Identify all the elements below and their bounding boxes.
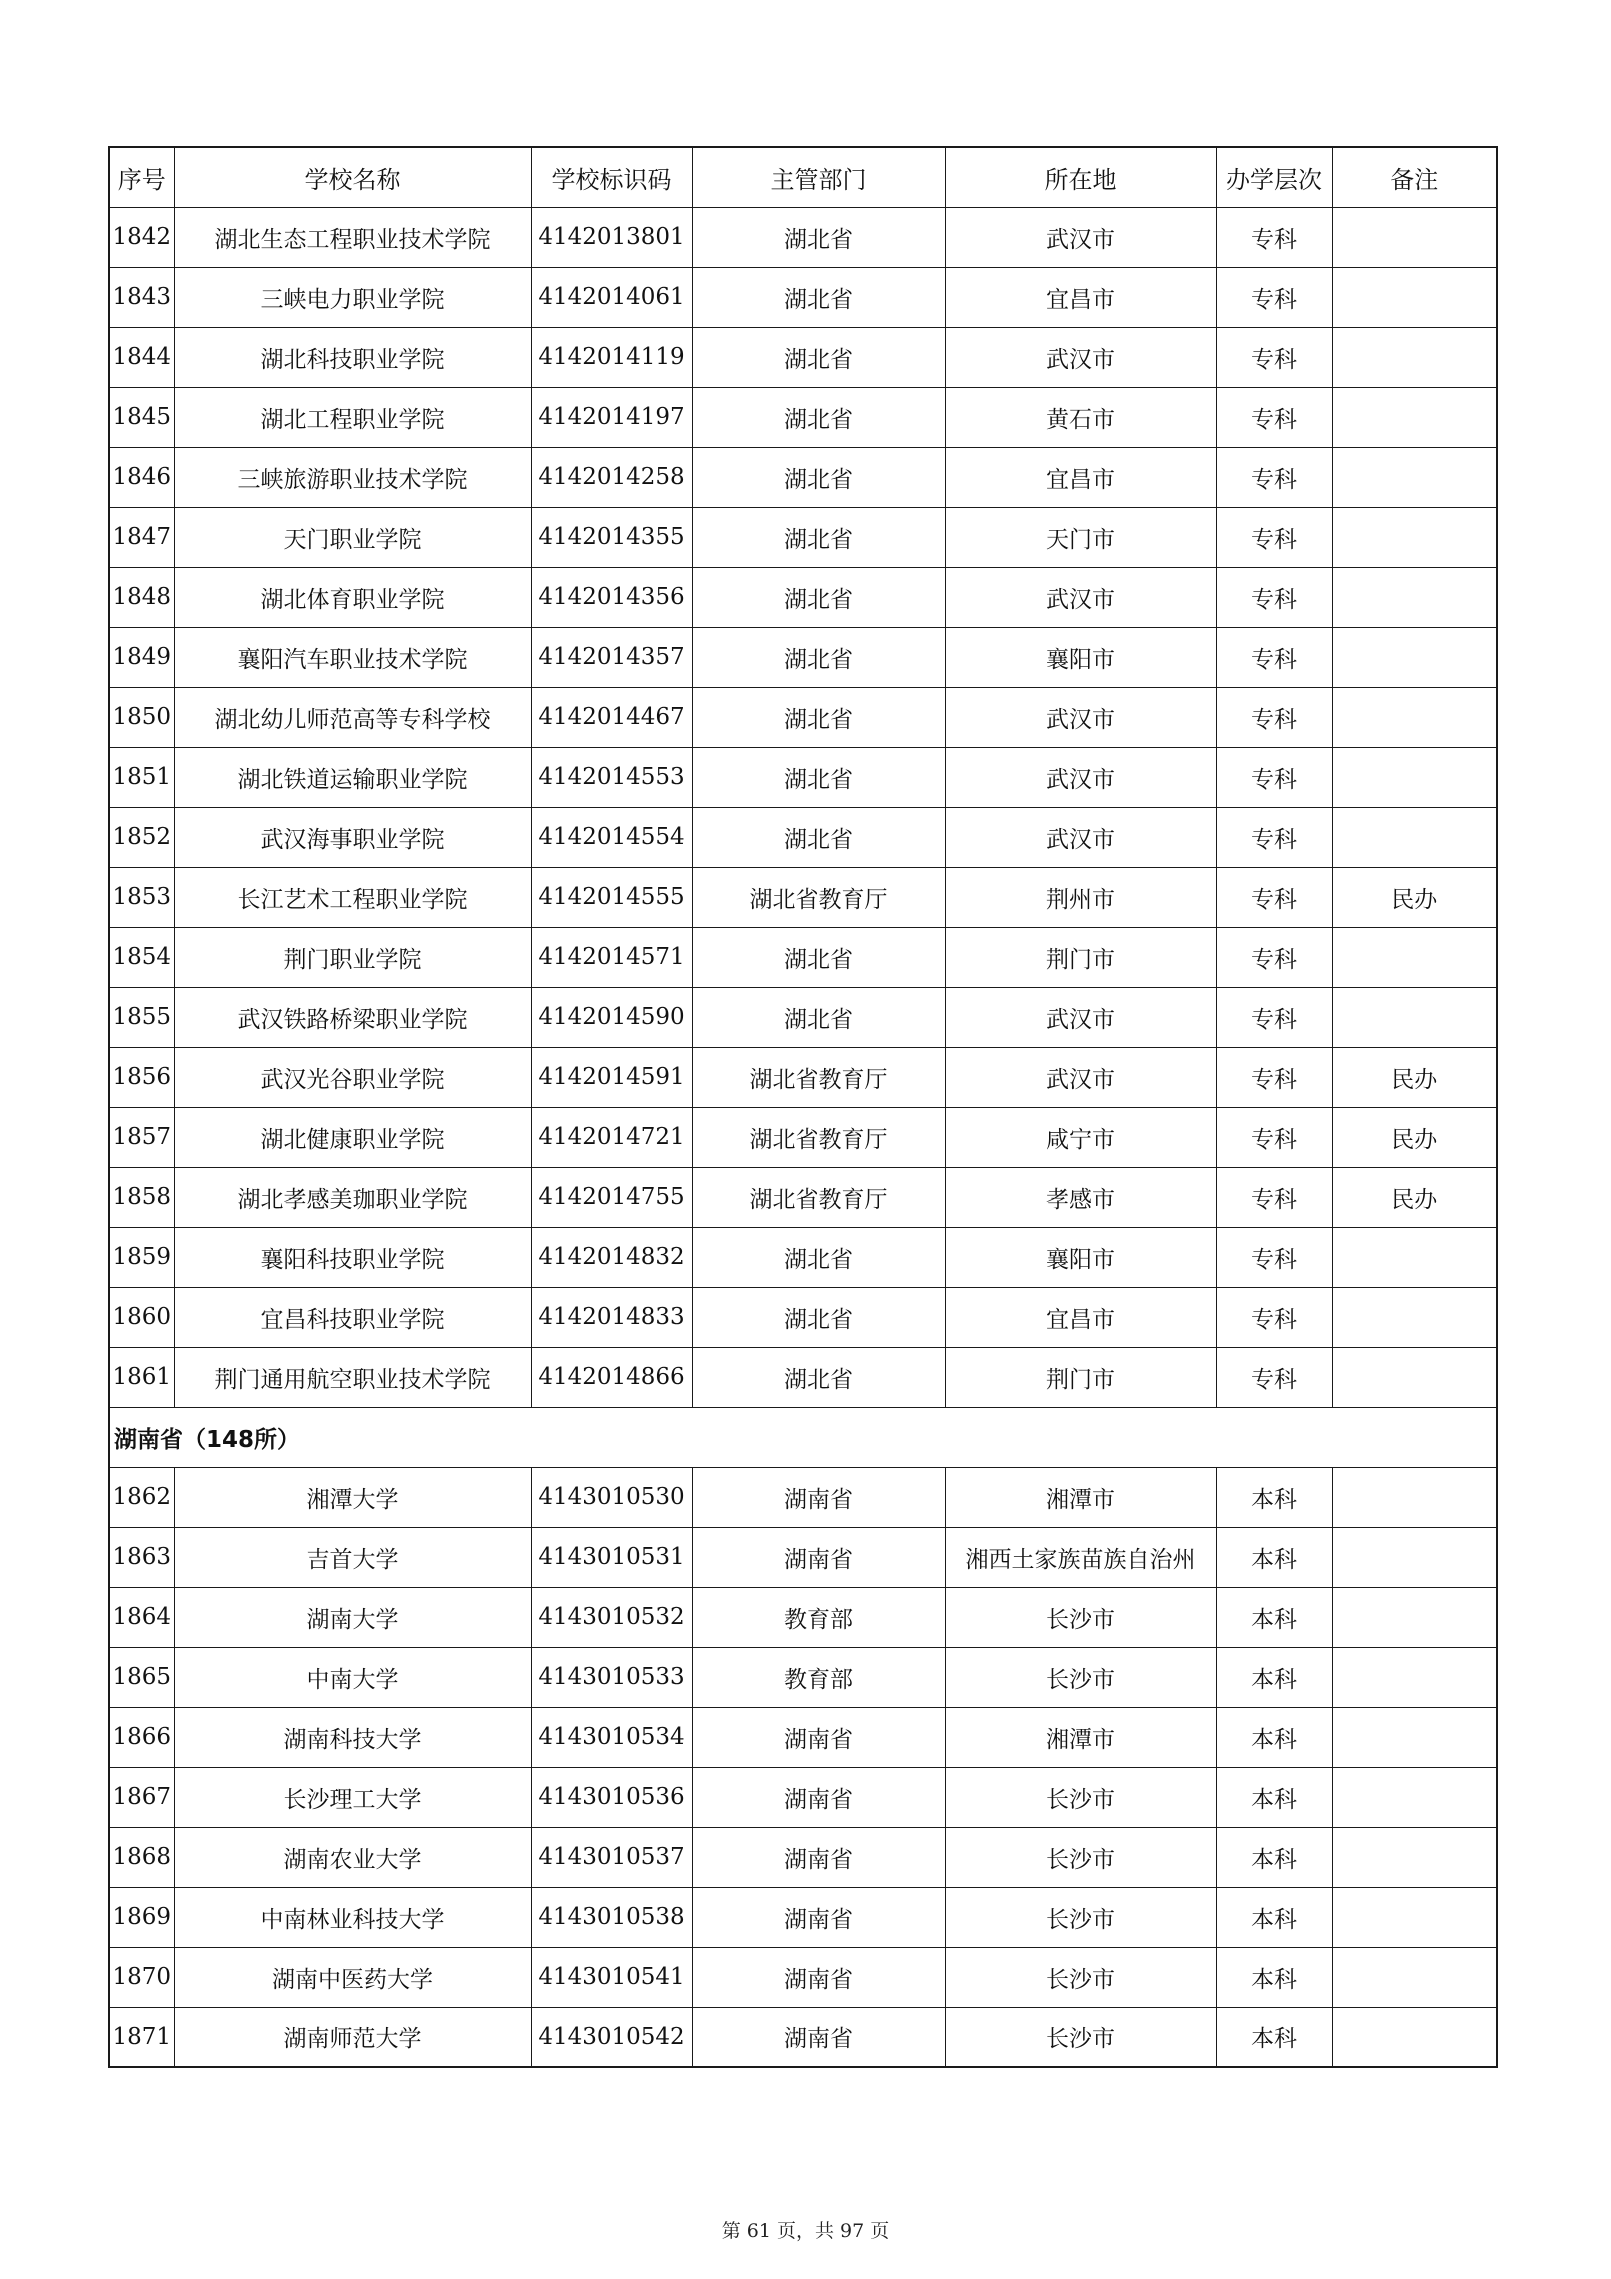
cell-school-name: 湖南大学 bbox=[174, 1587, 531, 1647]
cell-remarks bbox=[1332, 2007, 1497, 2067]
cell-seq: 1856 bbox=[109, 1047, 174, 1107]
cell-school-code: 4143010536 bbox=[531, 1767, 692, 1827]
cell-location: 咸宁市 bbox=[945, 1107, 1216, 1167]
cell-level: 专科 bbox=[1216, 627, 1332, 687]
cell-remarks bbox=[1332, 927, 1497, 987]
table-row bbox=[109, 1107, 1497, 1167]
cell-remarks bbox=[1332, 207, 1497, 267]
cell-department: 湖北省教育厅 bbox=[692, 1047, 945, 1107]
cell-location: 长沙市 bbox=[945, 1587, 1216, 1647]
header-remarks: 备注 bbox=[1332, 147, 1497, 207]
cell-school-name: 武汉海事职业学院 bbox=[174, 807, 531, 867]
cell-location: 襄阳市 bbox=[945, 1227, 1216, 1287]
table-row bbox=[109, 507, 1497, 567]
cell-level: 本科 bbox=[1216, 1587, 1332, 1647]
cell-remarks bbox=[1332, 1827, 1497, 1887]
cell-school-name: 湖北铁道运输职业学院 bbox=[174, 747, 531, 807]
cell-remarks bbox=[1332, 327, 1497, 387]
cell-school-code: 4142014591 bbox=[531, 1047, 692, 1107]
cell-department: 湖北省教育厅 bbox=[692, 867, 945, 927]
cell-level: 本科 bbox=[1216, 1527, 1332, 1587]
cell-seq: 1850 bbox=[109, 687, 174, 747]
cell-department: 湖北省 bbox=[692, 267, 945, 327]
cell-school-code: 4143010542 bbox=[531, 2007, 692, 2067]
cell-seq: 1843 bbox=[109, 267, 174, 327]
cell-seq: 1853 bbox=[109, 867, 174, 927]
group-row bbox=[109, 1407, 1497, 1467]
cell-level: 专科 bbox=[1216, 747, 1332, 807]
cell-location: 武汉市 bbox=[945, 987, 1216, 1047]
cell-school-code: 4142014356 bbox=[531, 567, 692, 627]
cell-department: 湖南省 bbox=[692, 1527, 945, 1587]
cell-seq: 1859 bbox=[109, 1227, 174, 1287]
table-row bbox=[109, 1047, 1497, 1107]
cell-seq: 1852 bbox=[109, 807, 174, 867]
cell-seq: 1864 bbox=[109, 1587, 174, 1647]
cell-seq: 1844 bbox=[109, 327, 174, 387]
cell-school-name: 中南大学 bbox=[174, 1647, 531, 1707]
cell-department: 湖南省 bbox=[692, 2007, 945, 2067]
cell-department: 湖北省 bbox=[692, 387, 945, 447]
cell-school-code: 4143010532 bbox=[531, 1587, 692, 1647]
table-row bbox=[109, 1767, 1497, 1827]
cell-department: 湖北省 bbox=[692, 327, 945, 387]
cell-school-name: 湘潭大学 bbox=[174, 1467, 531, 1527]
table-row bbox=[109, 807, 1497, 867]
cell-school-code: 4142014119 bbox=[531, 327, 692, 387]
table-row bbox=[109, 1587, 1497, 1647]
cell-department: 湖北省教育厅 bbox=[692, 1107, 945, 1167]
cell-remarks: 民办 bbox=[1332, 867, 1497, 927]
cell-department: 湖北省 bbox=[692, 807, 945, 867]
cell-location: 长沙市 bbox=[945, 1887, 1216, 1947]
cell-department: 湖北省教育厅 bbox=[692, 1167, 945, 1227]
cell-level: 专科 bbox=[1216, 1107, 1332, 1167]
cell-level: 专科 bbox=[1216, 507, 1332, 567]
cell-level: 专科 bbox=[1216, 207, 1332, 267]
table-row bbox=[109, 927, 1497, 987]
cell-department: 湖北省 bbox=[692, 567, 945, 627]
cell-school-code: 4142013801 bbox=[531, 207, 692, 267]
cell-remarks bbox=[1332, 1707, 1497, 1767]
table-row bbox=[109, 627, 1497, 687]
cell-school-code: 4143010531 bbox=[531, 1527, 692, 1587]
cell-remarks bbox=[1332, 1467, 1497, 1527]
cell-school-name: 荆门职业学院 bbox=[174, 927, 531, 987]
cell-level: 专科 bbox=[1216, 447, 1332, 507]
cell-school-name: 襄阳汽车职业技术学院 bbox=[174, 627, 531, 687]
cell-level: 专科 bbox=[1216, 267, 1332, 327]
cell-school-code: 4142014357 bbox=[531, 627, 692, 687]
cell-department: 湖南省 bbox=[692, 1827, 945, 1887]
cell-seq: 1851 bbox=[109, 747, 174, 807]
cell-location: 宜昌市 bbox=[945, 267, 1216, 327]
cell-seq: 1863 bbox=[109, 1527, 174, 1587]
cell-location: 黄石市 bbox=[945, 387, 1216, 447]
cell-seq: 1858 bbox=[109, 1167, 174, 1227]
cell-level: 专科 bbox=[1216, 927, 1332, 987]
cell-seq: 1871 bbox=[109, 2007, 174, 2067]
table-row bbox=[109, 2007, 1497, 2067]
cell-location: 武汉市 bbox=[945, 327, 1216, 387]
group-section bbox=[109, 1407, 1497, 1467]
cell-location: 荆州市 bbox=[945, 867, 1216, 927]
cell-remarks bbox=[1332, 1647, 1497, 1707]
header-school-code: 学校标识码 bbox=[531, 147, 692, 207]
table-row bbox=[109, 1647, 1497, 1707]
cell-school-code: 4142014590 bbox=[531, 987, 692, 1047]
table-row bbox=[109, 747, 1497, 807]
cell-level: 专科 bbox=[1216, 867, 1332, 927]
cell-school-name: 湖北孝感美珈职业学院 bbox=[174, 1167, 531, 1227]
table-row bbox=[109, 207, 1497, 267]
cell-department: 湖北省 bbox=[692, 987, 945, 1047]
cell-school-name: 天门职业学院 bbox=[174, 507, 531, 567]
cell-seq: 1866 bbox=[109, 1707, 174, 1767]
cell-department: 湖南省 bbox=[692, 1767, 945, 1827]
cell-location: 长沙市 bbox=[945, 1647, 1216, 1707]
cell-department: 湖北省 bbox=[692, 1347, 945, 1407]
cell-level: 专科 bbox=[1216, 1347, 1332, 1407]
cell-seq: 1867 bbox=[109, 1767, 174, 1827]
page-footer: 第 61 页，共 97 页 bbox=[721, 2220, 890, 2242]
cell-school-code: 4142014553 bbox=[531, 747, 692, 807]
cell-school-name: 中南林业科技大学 bbox=[174, 1887, 531, 1947]
cell-seq: 1847 bbox=[109, 507, 174, 567]
cell-seq: 1862 bbox=[109, 1467, 174, 1527]
cell-remarks bbox=[1332, 447, 1497, 507]
cell-department: 湖北省 bbox=[692, 207, 945, 267]
header-school-name: 学校名称 bbox=[174, 147, 531, 207]
table-row bbox=[109, 567, 1497, 627]
cell-school-name: 湖南农业大学 bbox=[174, 1827, 531, 1887]
school-list-table bbox=[108, 146, 1498, 2068]
header-seq: 序号 bbox=[109, 147, 174, 207]
table-row bbox=[109, 1287, 1497, 1347]
cell-location: 襄阳市 bbox=[945, 627, 1216, 687]
table-row bbox=[109, 1707, 1497, 1767]
cell-location: 长沙市 bbox=[945, 2007, 1216, 2067]
cell-remarks bbox=[1332, 1587, 1497, 1647]
cell-seq: 1869 bbox=[109, 1887, 174, 1947]
cell-level: 专科 bbox=[1216, 1047, 1332, 1107]
cell-school-code: 4142014355 bbox=[531, 507, 692, 567]
cell-school-code: 4142014258 bbox=[531, 447, 692, 507]
cell-level: 专科 bbox=[1216, 567, 1332, 627]
cell-department: 湖南省 bbox=[692, 1467, 945, 1527]
cell-remarks bbox=[1332, 627, 1497, 687]
cell-school-code: 4143010533 bbox=[531, 1647, 692, 1707]
cell-school-code: 4143010534 bbox=[531, 1707, 692, 1767]
cell-school-name: 长江艺术工程职业学院 bbox=[174, 867, 531, 927]
cell-level: 本科 bbox=[1216, 1947, 1332, 2007]
group-label: 湖南省（148所） bbox=[109, 1407, 1497, 1467]
cell-school-name: 三峡旅游职业技术学院 bbox=[174, 447, 531, 507]
cell-school-name: 湖北幼儿师范高等专科学校 bbox=[174, 687, 531, 747]
table-row bbox=[109, 267, 1497, 327]
cell-seq: 1861 bbox=[109, 1347, 174, 1407]
cell-location: 武汉市 bbox=[945, 747, 1216, 807]
cell-department: 湖北省 bbox=[692, 1227, 945, 1287]
cell-school-code: 4142014061 bbox=[531, 267, 692, 327]
cell-seq: 1842 bbox=[109, 207, 174, 267]
table-row bbox=[109, 1227, 1497, 1287]
cell-remarks: 民办 bbox=[1332, 1047, 1497, 1107]
cell-level: 专科 bbox=[1216, 987, 1332, 1047]
cell-level: 本科 bbox=[1216, 1827, 1332, 1887]
table-row bbox=[109, 867, 1497, 927]
cell-seq: 1854 bbox=[109, 927, 174, 987]
cell-school-code: 4142014554 bbox=[531, 807, 692, 867]
cell-location: 武汉市 bbox=[945, 807, 1216, 867]
cell-seq: 1868 bbox=[109, 1827, 174, 1887]
cell-seq: 1845 bbox=[109, 387, 174, 447]
table-row bbox=[109, 1467, 1497, 1527]
cell-department: 教育部 bbox=[692, 1587, 945, 1647]
cell-remarks bbox=[1332, 807, 1497, 867]
cell-school-code: 4143010538 bbox=[531, 1887, 692, 1947]
cell-remarks bbox=[1332, 1227, 1497, 1287]
cell-school-name: 吉首大学 bbox=[174, 1527, 531, 1587]
cell-school-name: 湖北生态工程职业技术学院 bbox=[174, 207, 531, 267]
cell-school-code: 4143010530 bbox=[531, 1467, 692, 1527]
cell-location: 宜昌市 bbox=[945, 1287, 1216, 1347]
cell-department: 教育部 bbox=[692, 1647, 945, 1707]
cell-seq: 1870 bbox=[109, 1947, 174, 2007]
cell-remarks bbox=[1332, 747, 1497, 807]
cell-school-code: 4143010541 bbox=[531, 1947, 692, 2007]
cell-location: 长沙市 bbox=[945, 1947, 1216, 2007]
cell-remarks bbox=[1332, 1347, 1497, 1407]
cell-department: 湖北省 bbox=[692, 447, 945, 507]
cell-remarks bbox=[1332, 987, 1497, 1047]
header-location: 所在地 bbox=[945, 147, 1216, 207]
cell-school-code: 4142014833 bbox=[531, 1287, 692, 1347]
cell-department: 湖南省 bbox=[692, 1887, 945, 1947]
cell-remarks bbox=[1332, 687, 1497, 747]
cell-school-name: 湖北工程职业学院 bbox=[174, 387, 531, 447]
cell-level: 本科 bbox=[1216, 2007, 1332, 2067]
cell-remarks bbox=[1332, 567, 1497, 627]
cell-location: 武汉市 bbox=[945, 1047, 1216, 1107]
header-level: 办学层次 bbox=[1216, 147, 1332, 207]
cell-level: 本科 bbox=[1216, 1887, 1332, 1947]
cell-school-code: 4142014467 bbox=[531, 687, 692, 747]
table-row bbox=[109, 1887, 1497, 1947]
cell-location: 荆门市 bbox=[945, 927, 1216, 987]
cell-level: 专科 bbox=[1216, 1287, 1332, 1347]
table-row bbox=[109, 987, 1497, 1047]
cell-level: 专科 bbox=[1216, 327, 1332, 387]
header-department: 主管部门 bbox=[692, 147, 945, 207]
cell-remarks bbox=[1332, 1887, 1497, 1947]
cell-seq: 1857 bbox=[109, 1107, 174, 1167]
cell-remarks bbox=[1332, 507, 1497, 567]
cell-department: 湖北省 bbox=[692, 1287, 945, 1347]
table-row bbox=[109, 447, 1497, 507]
cell-school-code: 4142014555 bbox=[531, 867, 692, 927]
cell-location: 长沙市 bbox=[945, 1767, 1216, 1827]
table-row bbox=[109, 387, 1497, 447]
cell-location: 武汉市 bbox=[945, 687, 1216, 747]
cell-location: 长沙市 bbox=[945, 1827, 1216, 1887]
cell-remarks bbox=[1332, 1287, 1497, 1347]
cell-level: 专科 bbox=[1216, 1167, 1332, 1227]
table-row bbox=[109, 1347, 1497, 1407]
table-row bbox=[109, 687, 1497, 747]
cell-school-name: 湖北体育职业学院 bbox=[174, 567, 531, 627]
cell-location: 武汉市 bbox=[945, 567, 1216, 627]
cell-level: 本科 bbox=[1216, 1647, 1332, 1707]
cell-remarks bbox=[1332, 1767, 1497, 1827]
cell-school-name: 湖北健康职业学院 bbox=[174, 1107, 531, 1167]
cell-department: 湖北省 bbox=[692, 927, 945, 987]
cell-location: 湘潭市 bbox=[945, 1707, 1216, 1767]
cell-school-name: 武汉光谷职业学院 bbox=[174, 1047, 531, 1107]
cell-location: 湘潭市 bbox=[945, 1467, 1216, 1527]
cell-location: 荆门市 bbox=[945, 1347, 1216, 1407]
cell-school-code: 4142014832 bbox=[531, 1227, 692, 1287]
cell-school-name: 三峡电力职业学院 bbox=[174, 267, 531, 327]
cell-location: 天门市 bbox=[945, 507, 1216, 567]
cell-school-name: 长沙理工大学 bbox=[174, 1767, 531, 1827]
cell-school-code: 4143010537 bbox=[531, 1827, 692, 1887]
cell-location: 湘西土家族苗族自治州 bbox=[945, 1527, 1216, 1587]
cell-school-code: 4142014571 bbox=[531, 927, 692, 987]
cell-remarks bbox=[1332, 387, 1497, 447]
table-body-before bbox=[109, 207, 1497, 1407]
cell-school-code: 4142014721 bbox=[531, 1107, 692, 1167]
cell-school-name: 宜昌科技职业学院 bbox=[174, 1287, 531, 1347]
cell-school-code: 4142014755 bbox=[531, 1167, 692, 1227]
cell-seq: 1860 bbox=[109, 1287, 174, 1347]
table-row bbox=[109, 1527, 1497, 1587]
cell-remarks bbox=[1332, 1527, 1497, 1587]
cell-level: 本科 bbox=[1216, 1707, 1332, 1767]
cell-department: 湖南省 bbox=[692, 1947, 945, 2007]
cell-school-name: 湖南师范大学 bbox=[174, 2007, 531, 2067]
cell-level: 专科 bbox=[1216, 1227, 1332, 1287]
cell-level: 专科 bbox=[1216, 387, 1332, 447]
cell-remarks bbox=[1332, 1947, 1497, 2007]
cell-school-name: 襄阳科技职业学院 bbox=[174, 1227, 531, 1287]
table-row bbox=[109, 1167, 1497, 1227]
cell-remarks bbox=[1332, 267, 1497, 327]
cell-location: 孝感市 bbox=[945, 1167, 1216, 1227]
cell-school-code: 4142014866 bbox=[531, 1347, 692, 1407]
cell-school-name: 武汉铁路桥梁职业学院 bbox=[174, 987, 531, 1047]
table-body-after bbox=[109, 1467, 1497, 2067]
cell-school-code: 4142014197 bbox=[531, 387, 692, 447]
cell-school-name: 湖南中医药大学 bbox=[174, 1947, 531, 2007]
cell-department: 湖北省 bbox=[692, 687, 945, 747]
cell-seq: 1848 bbox=[109, 567, 174, 627]
cell-seq: 1865 bbox=[109, 1647, 174, 1707]
cell-department: 湖北省 bbox=[692, 507, 945, 567]
table-row bbox=[109, 327, 1497, 387]
cell-level: 专科 bbox=[1216, 687, 1332, 747]
cell-location: 武汉市 bbox=[945, 207, 1216, 267]
cell-level: 本科 bbox=[1216, 1767, 1332, 1827]
cell-school-name: 荆门通用航空职业技术学院 bbox=[174, 1347, 531, 1407]
cell-school-name: 湖南科技大学 bbox=[174, 1707, 531, 1767]
cell-level: 专科 bbox=[1216, 807, 1332, 867]
header-row bbox=[109, 147, 1497, 207]
cell-level: 本科 bbox=[1216, 1467, 1332, 1527]
cell-department: 湖北省 bbox=[692, 747, 945, 807]
table-row bbox=[109, 1947, 1497, 2007]
cell-school-name: 湖北科技职业学院 bbox=[174, 327, 531, 387]
cell-location: 宜昌市 bbox=[945, 447, 1216, 507]
cell-department: 湖北省 bbox=[692, 627, 945, 687]
cell-seq: 1846 bbox=[109, 447, 174, 507]
cell-department: 湖南省 bbox=[692, 1707, 945, 1767]
cell-remarks: 民办 bbox=[1332, 1107, 1497, 1167]
cell-remarks: 民办 bbox=[1332, 1167, 1497, 1227]
cell-seq: 1855 bbox=[109, 987, 174, 1047]
cell-seq: 1849 bbox=[109, 627, 174, 687]
table-row bbox=[109, 1827, 1497, 1887]
